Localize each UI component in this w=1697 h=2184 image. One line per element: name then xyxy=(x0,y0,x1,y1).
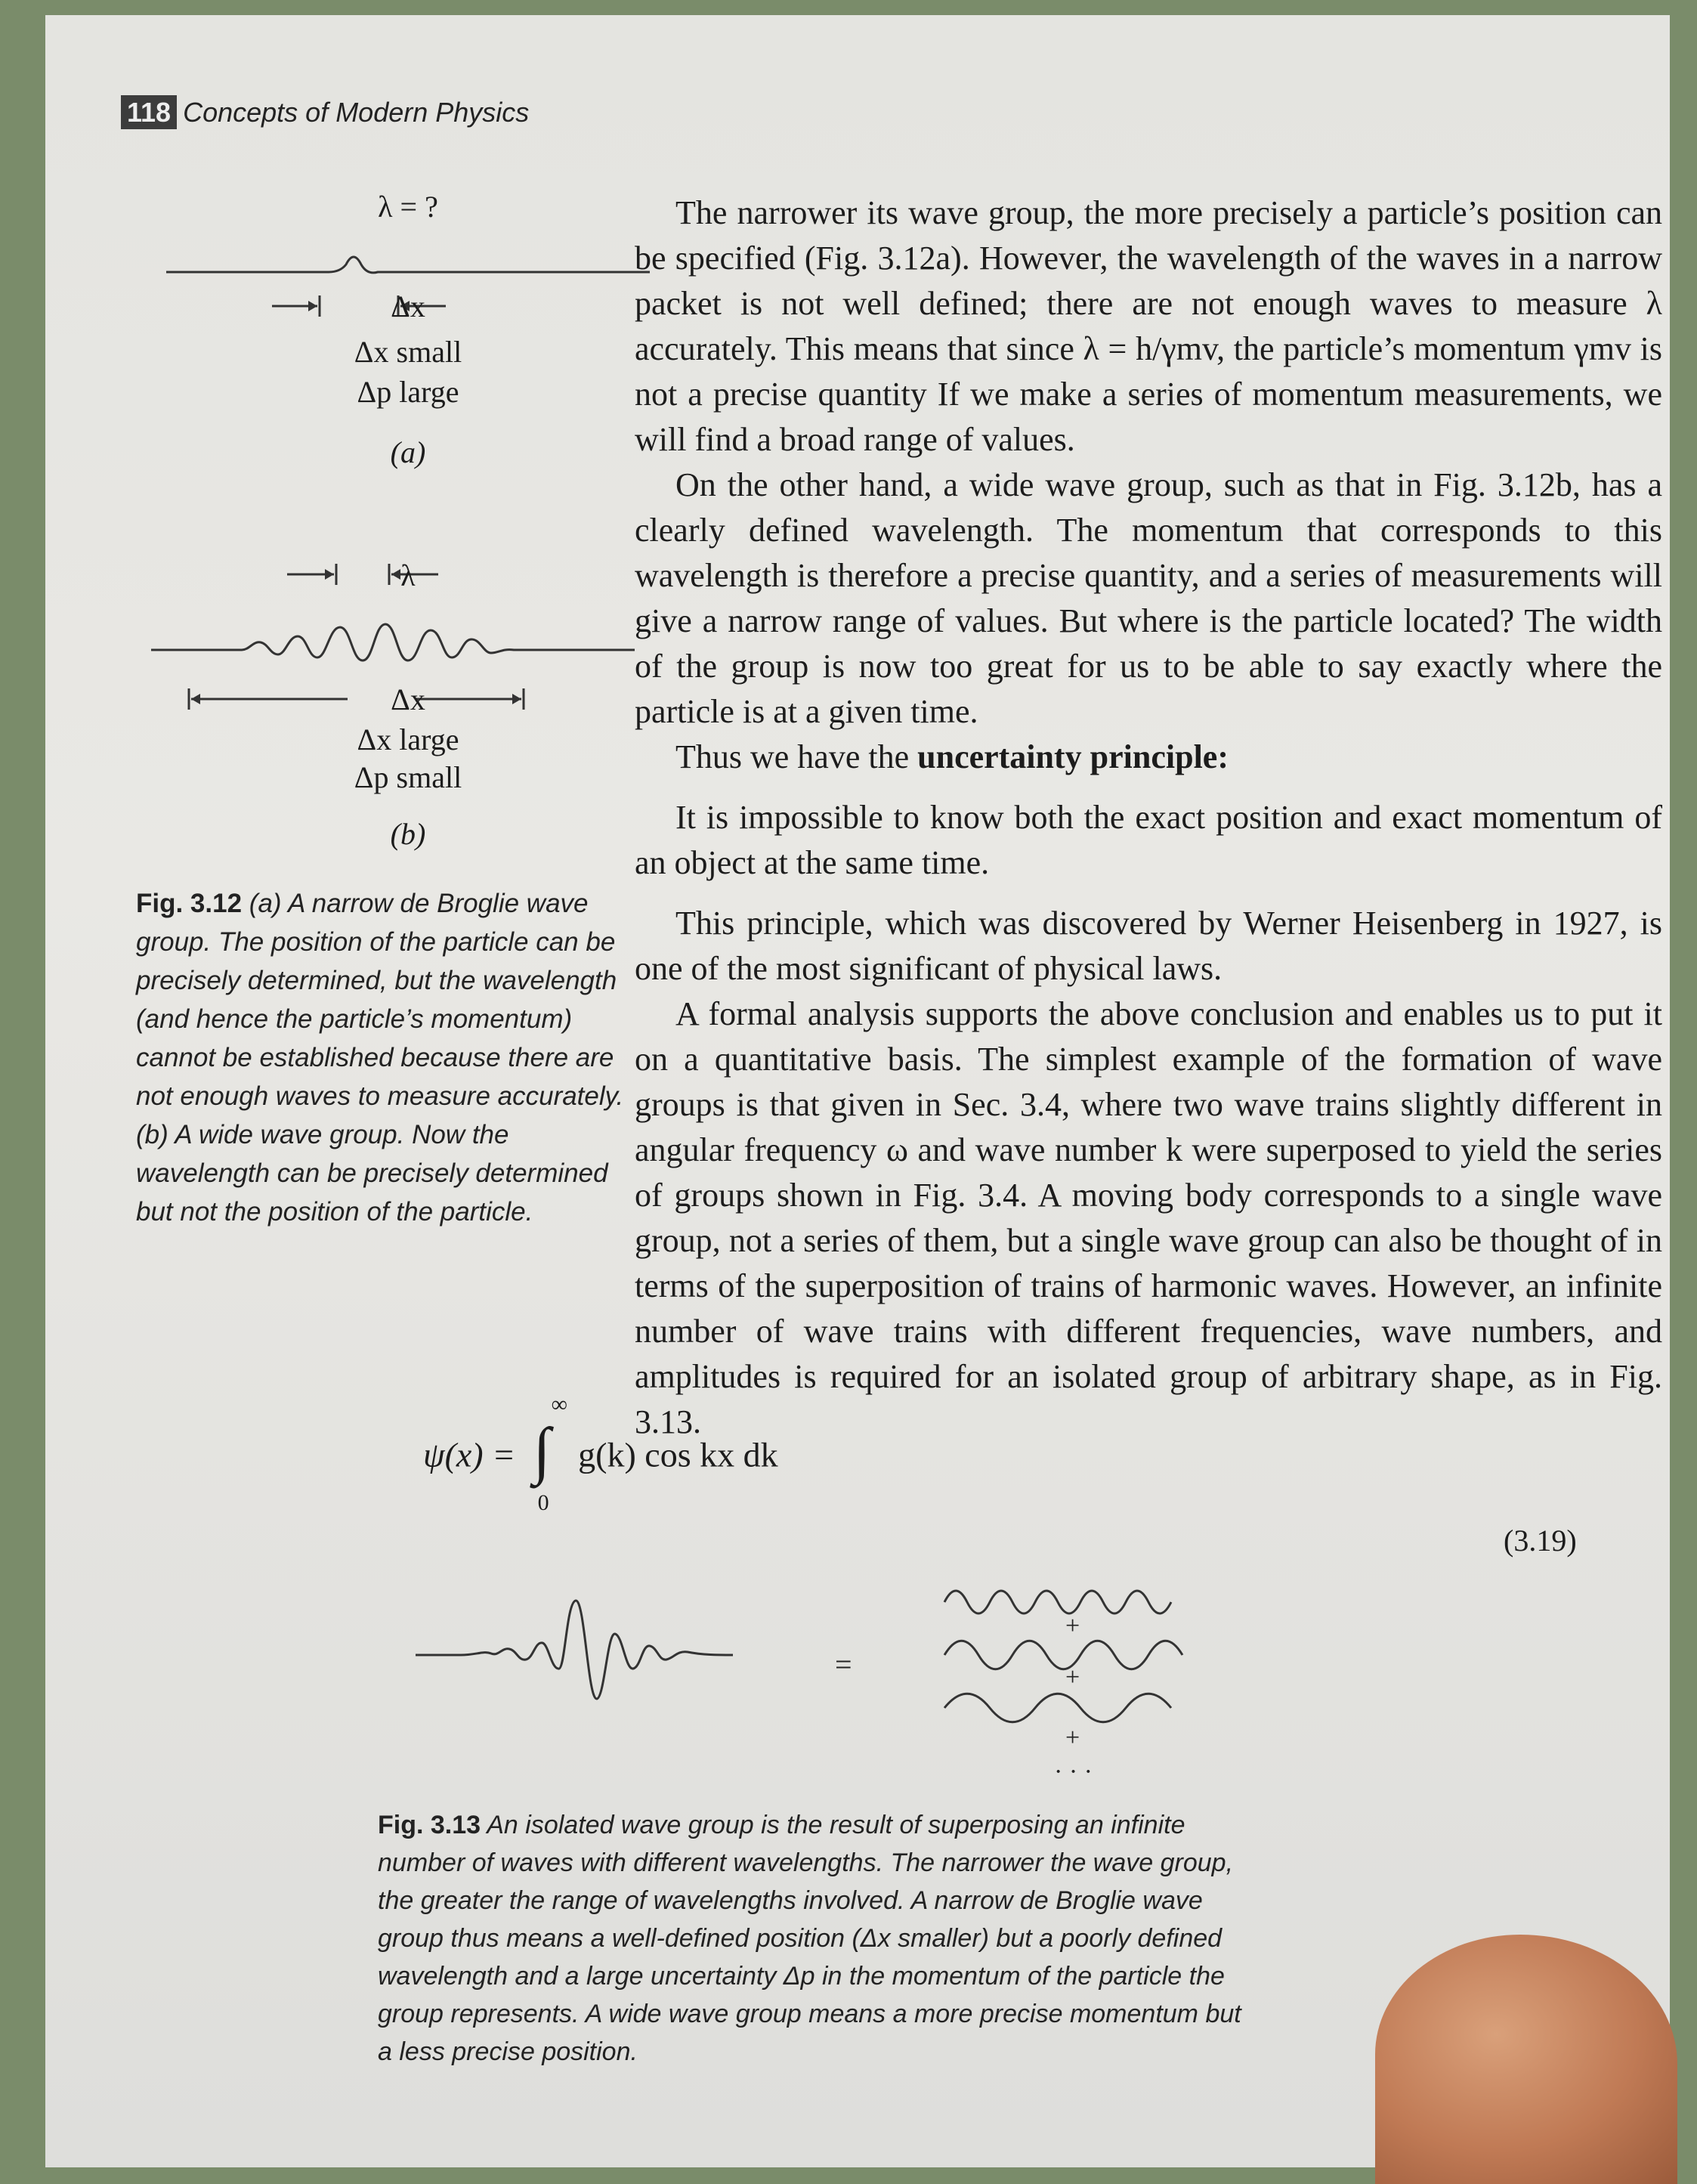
caption-text: (a) A narrow de Broglie wave group. The position of the particle can be precisely determined, but the wavelength (and hence the particle’s momentum) cannot be established because there are not enough waves to measure accurately. (b) A wide wave group. Now the wavelength can be precisely determined but not the position of the particle. xyxy=(136,889,624,1227)
panel-a-label: (a) xyxy=(390,435,426,469)
plus-sign-3: + xyxy=(1065,1724,1080,1752)
equals-sign: = xyxy=(835,1647,852,1681)
panel-b-label: (b) xyxy=(390,817,426,851)
dx-label-a: Δx xyxy=(391,289,425,323)
integral-sign: ∫ ∞ 0 xyxy=(533,1392,568,1515)
paragraph-1: The narrower its wave group, the more precisely a particle’s position can be specified (Fig. 3.12a). However, the wavelength of the waves in a narrow packet is not well defined; there are not enough waves to measure λ accurately. This means that since λ = h/γmv, the particle’s momentum γmv is not a precise quantity If we make a series of momentum measurements, we will find a broad range of values. xyxy=(635,194,1662,458)
paragraph-5: A formal analysis supports the above conclusion and enables us to put it on a quantitative basis. The simplest example of the formation of wave groups is that given in Sec. 3.4, where two wave trains slightly different in angular frequency ω and wave number k were superposed to yield the series of groups shown in Fig. 3.4. A moving body corresponds to a single wave group, not a series of them, but a single wave group can also be thought of in terms of the superposition of trains of harmonic waves. However, an infinite number of wave trains with different frequencies, wave numbers, and amplitudes is required for an isolated group of arbitrary shape, as in Fig. 3.13. xyxy=(635,995,1662,1440)
paragraph-3-text: Thus we have the xyxy=(675,738,918,775)
paragraph-4: This principle, which was discovered by Werner Heisenberg in 1927, is one of the most significant of physical laws. xyxy=(635,905,1662,987)
uncertainty-principle-term: uncertainty principle: xyxy=(917,738,1229,775)
harmonic-wave-1 xyxy=(944,1591,1171,1613)
page-number: 118 xyxy=(121,95,177,129)
principle-statement: It is impossible to know both the exact position and exact momentum of an object at the same time. xyxy=(635,799,1662,881)
figure-3-12b xyxy=(166,544,650,862)
lambda-unknown-label: λ = ? xyxy=(378,190,438,224)
ellipsis: · · · xyxy=(1054,1758,1093,1786)
dx-large-label: Δx large xyxy=(357,722,459,756)
figure-3-12a xyxy=(166,189,650,506)
lambda-label-b: λ xyxy=(400,558,416,592)
book-title: Concepts of Modern Physics xyxy=(183,97,530,128)
integral-lower-limit: 0 xyxy=(537,1490,549,1515)
integral-upper-limit: ∞ xyxy=(551,1392,568,1417)
figure-3-12-caption xyxy=(136,884,650,1231)
equation-integrand: g(k) cos kx dk xyxy=(578,1435,778,1474)
equation-3-19 xyxy=(423,1392,778,1515)
running-header xyxy=(121,97,529,128)
harmonic-wave-2 xyxy=(944,1641,1182,1669)
figure-3-13-caption xyxy=(378,1806,1247,2071)
figure-3-13 xyxy=(416,1572,1247,1799)
paragraph-3 xyxy=(635,735,1662,780)
equation-lhs: ψ(x) = xyxy=(423,1435,516,1474)
caption-text: An isolated wave group is the result of superposing an infinite number of waves with different wavelengths. The narrower the wave group, the greater the range of wavelengths involved. A narrow de Broglie wave group thus means a well-defined position (Δx smaller) but a poorly defined wavelength and a large uncertainty Δp in the momentum of the particle the group represents. A wide wave group means a more precise momentum but a less precise position. xyxy=(378,1811,1241,2066)
caption-label: Fig. 3.13 xyxy=(378,1811,481,1839)
dp-small-label: Δp small xyxy=(354,760,462,794)
harmonic-wave-3 xyxy=(944,1694,1171,1722)
paragraph-2: On the other hand, a wide wave group, such as that in Fig. 3.12b, has a clearly defined wavelength. The momentum that corresponds to this wavelength is therefore a precise quantity, and a series of measurements will give a narrow range of values. But where is the particle located? The width of the group is now too great for us to be able to say exactly where the particle is at a given time. xyxy=(635,466,1662,730)
book-page xyxy=(45,15,1670,2167)
equation-number: (3.19) xyxy=(1504,1524,1577,1558)
plus-sign-1: + xyxy=(1065,1612,1080,1640)
caption-label: Fig. 3.12 xyxy=(136,889,243,918)
dp-large-label: Δp large xyxy=(357,375,459,409)
main-text-column xyxy=(635,190,1662,1445)
dx-small-label: Δx small xyxy=(354,335,462,369)
dx-label-b: Δx xyxy=(391,682,425,716)
plus-sign-2: + xyxy=(1065,1663,1080,1691)
wide-wave-group xyxy=(151,605,635,680)
